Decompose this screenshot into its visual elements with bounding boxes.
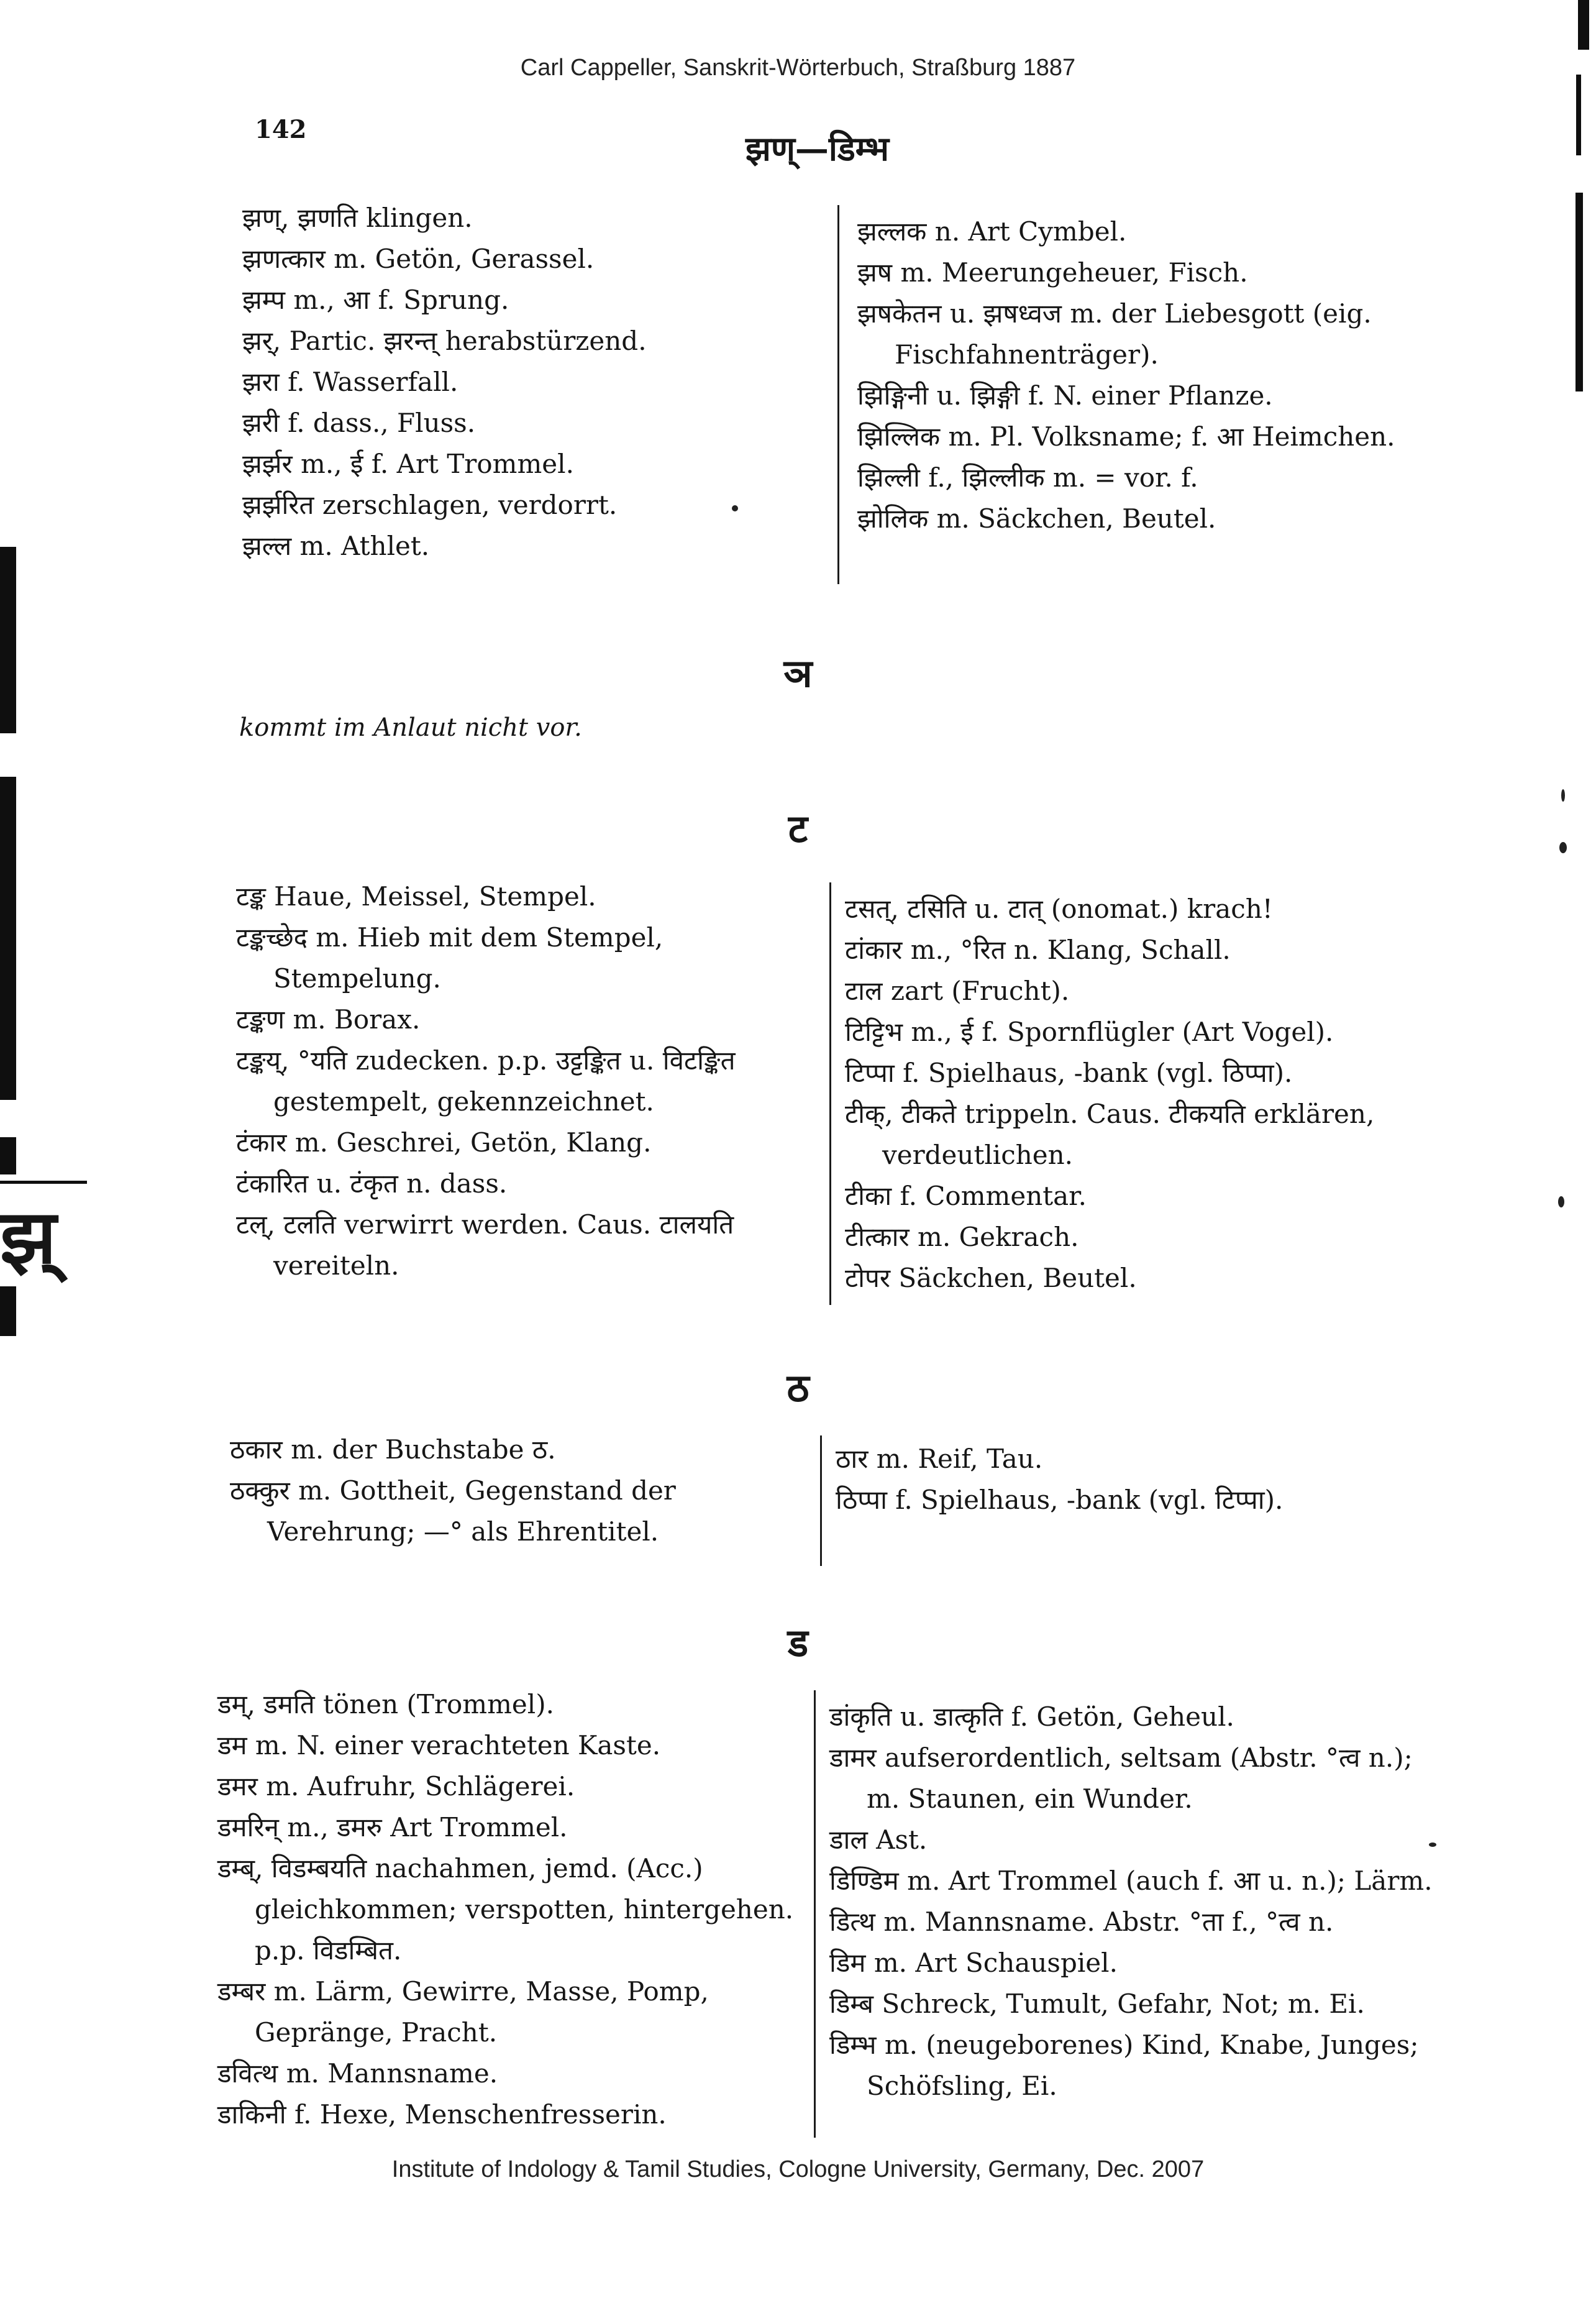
dictionary-entry: झम्प m., आ f. Sprung. bbox=[242, 285, 509, 315]
dictionary-entry: डित्थ m. Mannsname. Abstr. °ता f., °त्व n. bbox=[829, 1907, 1334, 1937]
running-head: झण्—डिम्भ bbox=[746, 129, 889, 168]
dictionary-entry: टांकार m., °रित n. Klang, Schall. bbox=[845, 935, 1231, 965]
dictionary-entry: टङ्कय्, °यति zudecken. p.p. उट्टङ्कित u. विटङ्कित gestempelt, gekennzeichnet. bbox=[236, 1045, 736, 1117]
dictionary-entry: टीका f. Commentar. bbox=[845, 1181, 1087, 1211]
column-rule bbox=[814, 1690, 816, 2138]
dictionary-entry: ठिप्पा f. Spielhaus, -bank (vgl. टिप्पा). bbox=[836, 1485, 1284, 1515]
dictionary-entry: झष m. Meerungeheuer, Fisch. bbox=[857, 257, 1248, 288]
scan-edge-bar bbox=[1576, 75, 1581, 155]
scan-edge-bar bbox=[0, 1137, 16, 1174]
ta-right-column bbox=[845, 889, 1441, 1299]
dictionary-entry: झण्, झणति klingen. bbox=[242, 203, 473, 233]
dictionary-entry: टीत्कार m. Gekrach. bbox=[845, 1222, 1079, 1252]
dictionary-entry: ठकार m. der Buchstabe ठ. bbox=[230, 1434, 556, 1465]
dictionary-entry: डमरिन् m., डमरु Art Trommel. bbox=[217, 1812, 568, 1843]
dictionary-entry: डम्बर m. Lärm, Gewirre, Masse, Pomp, Gepränge, Pracht. bbox=[217, 1976, 709, 2048]
dictionary-entry: डिण्डिम m. Art Trommel (auch f. आ u. n.); Lärm. bbox=[829, 1865, 1433, 1896]
dictionary-entry: टीक्, टीकते trippeln. Caus. टीकयति erklären, verdeutlichen. bbox=[845, 1099, 1375, 1170]
dictionary-entry: झिङ्गिनी u. झिङ्गी f. N. einer Pflanze. bbox=[857, 380, 1273, 411]
dictionary-entry: टिट्टिभ m., ई f. Spornflügler (Art Vogel). bbox=[845, 1017, 1334, 1047]
ink-speck bbox=[1561, 789, 1565, 802]
dictionary-entry: झर्, Partic. झरन्त् herabstürzend. bbox=[242, 326, 647, 356]
dictionary-entry: झोलिक m. Säckchen, Beutel. bbox=[857, 503, 1216, 534]
dictionary-entry: झणत्कार m. Getön, Gerassel. bbox=[242, 244, 595, 274]
dictionary-entry: डिम्ब Schreck, Tumult, Gefahr, Not; m. Ei. bbox=[829, 1989, 1365, 2019]
dictionary-entry: टसत्, टसिति u. टात् (onomat.) krach! bbox=[845, 894, 1273, 924]
scan-edge-bar bbox=[0, 1286, 16, 1336]
dictionary-entry: टङ्कच्छेद m. Hieb mit dem Stempel, Stempelung. bbox=[236, 922, 663, 994]
column-rule bbox=[820, 1435, 822, 1566]
dictionary-entry: डमर m. Aufruhr, Schlägerei. bbox=[217, 1771, 575, 1801]
ink-speck bbox=[1429, 1843, 1436, 1847]
dictionary-entry: डाकिनी f. Hexe, Menschenfresserin. bbox=[217, 2099, 667, 2130]
dictionary-entry: डिम m. Art Schauspiel. bbox=[829, 1948, 1118, 1978]
scan-edge-bar bbox=[0, 547, 16, 733]
digitization-credit: Carl Cappeller, Sanskrit-Wörterbuch, Straßburg 1887 bbox=[520, 55, 1076, 81]
dictionary-entry: डम्ब्, विडम्बयति nachahmen, jemd. (Acc.) gleichkommen; verspotten, hintergehen. p.p. विडम्बित. bbox=[217, 1853, 794, 1966]
section-letter-nya: ञ bbox=[783, 651, 813, 696]
dictionary-entry: टङ्कण m. Borax. bbox=[236, 1004, 421, 1035]
dictionary-entry: टल्, टलति verwirrt werden. Caus. टालयति vereiteln. bbox=[236, 1209, 734, 1281]
margin-glyph: झ् bbox=[0, 1193, 57, 1281]
jha-left-column bbox=[242, 198, 801, 567]
ink-speck bbox=[1559, 842, 1567, 853]
section-note: kommt im Anlaut nicht vor. bbox=[239, 713, 582, 742]
dictionary-entry: टोपर Säckchen, Beutel. bbox=[845, 1263, 1137, 1293]
dictionary-entry: झरा f. Wasserfall. bbox=[242, 367, 458, 397]
dictionary-entry: डांकृति u. डात्कृति f. Getön, Geheul. bbox=[829, 1701, 1234, 1732]
ink-speck bbox=[732, 505, 738, 511]
dictionary-entry: टङ्क Haue, Meissel, Stempel. bbox=[236, 881, 596, 912]
dictionary-entry: झर्झर m., ई f. Art Trommel. bbox=[242, 449, 574, 479]
ta-left-column bbox=[236, 876, 814, 1286]
dictionary-entry: टंकारित u. टंकृत n. dass. bbox=[236, 1168, 508, 1199]
scan-edge-bar bbox=[1575, 193, 1583, 391]
dictionary-entry: डिम्भ m. (neugeborenes) Kind, Knabe, Junges; Schöfsling, Ei. bbox=[829, 2030, 1419, 2101]
dictionary-entry: झरी f. dass., Fluss. bbox=[242, 408, 476, 438]
tha-right-column bbox=[836, 1439, 1444, 1521]
jha-right-column bbox=[857, 211, 1441, 539]
dictionary-entry: डम m. N. einer verachteten Kaste. bbox=[217, 1730, 661, 1760]
dictionary-entry: झिल्ली f., झिल्लीक m. = vor. f. bbox=[857, 462, 1198, 493]
dictionary-entry: टंकार m. Geschrei, Getön, Klang. bbox=[236, 1127, 652, 1158]
dictionary-entry: झल्ल m. Athlet. bbox=[242, 531, 430, 561]
dictionary-entry: डवित्थ m. Mannsname. bbox=[217, 2058, 498, 2089]
tha-left-column bbox=[230, 1429, 808, 1552]
dictionary-entry: डम्, डमति tönen (Trommel). bbox=[217, 1689, 554, 1719]
da-right-column bbox=[829, 1696, 1444, 2107]
scan-edge-bar bbox=[1578, 0, 1589, 50]
institute-credit: Institute of Indology & Tamil Studies, Cologne University, Germany, Dec. 2007 bbox=[391, 2156, 1205, 2182]
da-left-column bbox=[217, 1684, 808, 2135]
section-letter-tha: ठ bbox=[787, 1365, 809, 1411]
dictionary-entry: ठक्कुर m. Gottheit, Gegenstand der Verehrung; —° als Ehrentitel. bbox=[230, 1475, 676, 1547]
scan-edge-bar bbox=[0, 777, 16, 1100]
dictionary-entry: डाल Ast. bbox=[829, 1824, 928, 1855]
section-letter-ta: ट bbox=[788, 806, 808, 851]
section-letter-da: ड bbox=[787, 1620, 809, 1665]
dictionary-entry: टाल zart (Frucht). bbox=[845, 976, 1070, 1006]
column-rule bbox=[837, 205, 839, 584]
dictionary-entry: झषकेतन u. झषध्वज m. der Liebesgott (eig. Fischfahnenträger). bbox=[857, 298, 1372, 370]
dictionary-entry: झर्झरित zerschlagen, verdorrt. bbox=[242, 490, 618, 520]
dictionary-entry: डामर aufserordentlich, seltsam (Abstr. °त्व n.); m. Staunen, ein Wunder. bbox=[829, 1742, 1413, 1814]
dictionary-entry: झिल्लिक m. Pl. Volksname; f. आ Heimchen. bbox=[857, 421, 1395, 452]
page-number: 142 bbox=[255, 115, 307, 144]
ink-speck bbox=[1558, 1196, 1564, 1207]
dictionary-entry: ठार m. Reif, Tau. bbox=[836, 1444, 1043, 1474]
column-rule bbox=[829, 882, 831, 1305]
dictionary-entry: टिप्पा f. Spielhaus, -bank (vgl. ठिप्पा). bbox=[845, 1058, 1293, 1088]
dictionary-entry: झल्लक n. Art Cymbel. bbox=[857, 216, 1127, 247]
